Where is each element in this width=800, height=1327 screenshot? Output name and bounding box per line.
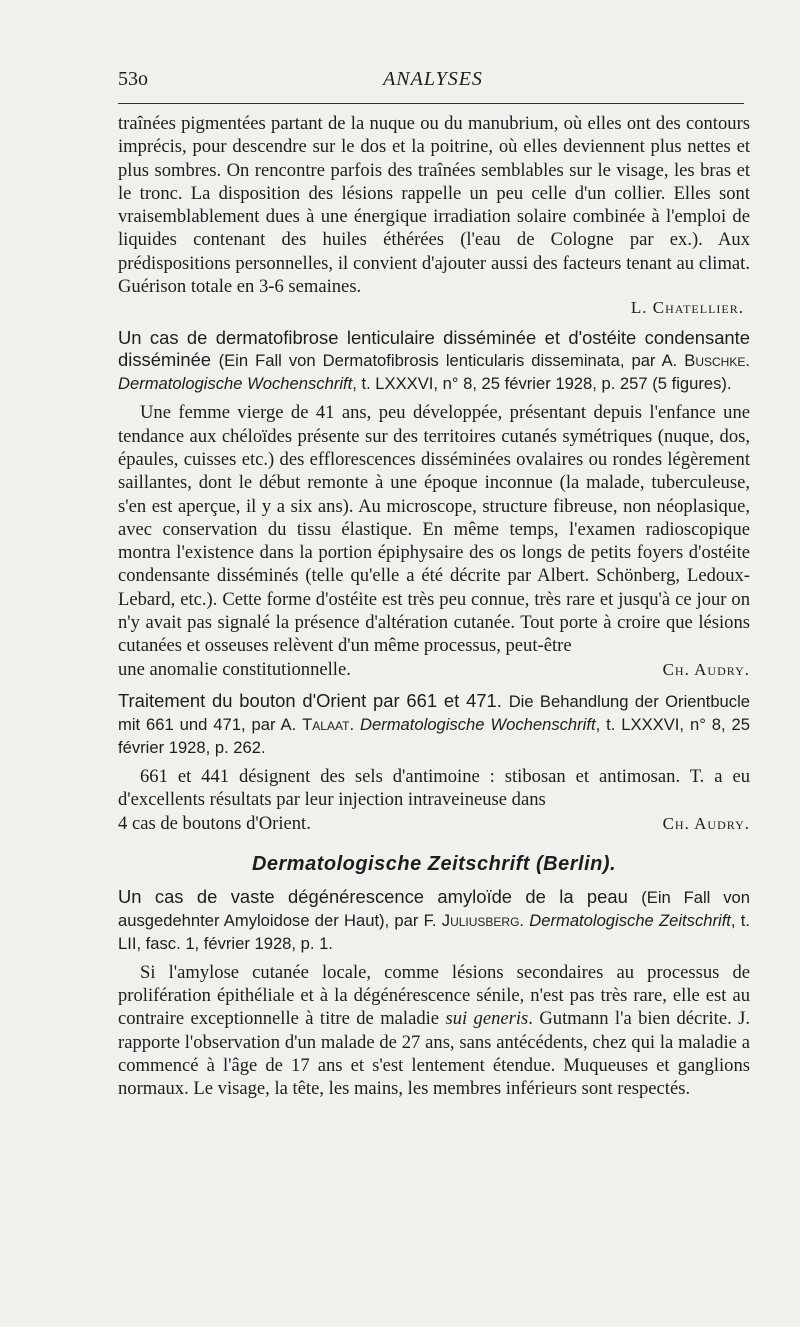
continued-paragraph: traînées pigmentées partant de la nuque ou du manubrium, où elles ont des contours imprécis, pour descendre sur le dos et la poitrine, où elles deviennent plus nettes et plus sombres. On rencontre parfois des traînées semblables sur le visage, les bras et le tronc. La disposition des lésions rappelle un peu celle d'un collier. Elles sont vraisemblablement dues à une énergique irradiation solaire combinée à l'emploi de liquides contenant des huiles éthérées (l'eau de Cologne par ex.). Aux prédispositions personnelles, il convient d'ajouter aussi des facteurs tenant au climat. Guérison totale en 3-6 semaines. (118, 113, 750, 298)
header-rule (118, 103, 744, 104)
section-title: Dermatologische Zeitschrift (Berlin). (251, 852, 617, 875)
article-heading: Un cas de vaste dégénérescence amyloïde de la peau (118, 885, 628, 907)
article-reference: Die Behandlung der Orientbucle mit 661 und 471, par A. Talaat. Dermatologische Wochenschrift, t. LXXXVI, n° 8, 25 février 1928, p. 262. (118, 691, 751, 757)
page-number: 53o (118, 68, 148, 90)
article-last-line: une anomalie constitutionnelle. Ch. Audry. (118, 658, 750, 680)
signature-audry: Ch. Audry. (662, 659, 750, 679)
page-header (118, 68, 748, 98)
article-paragraph: Une femme vierge de 41 ans, peu développée, présentant depuis l'enfance une tendance aux chéloïdes présente sur des territoires cutanés symétriques (nuque, dos, épaules, cuisses etc.) des efflorescences disséminées ovalaires ou rondes légèrement saillantes, dont le début remonte à une époque inconnue (la malade, tuberculeuse, s'en est aperçue, il y a six ans). Au microscope, structure fibreuse, non néoplasique, avec conservation du tissu élastique. En même temps, l'examen radioscopique montra l'existence dans la portion épiphysaire des os longs de petits foyers d'ostéite condensante disséminés (telle qu'elle a été décrite par Albert. Schönberg, Ledoux-Lebard, etc.). Cette forme d'ostéite est très peu connue, très rare et jusqu'à ce jour on n'y avait pas signalé la présence d'altération cutanée. Tout porte à croire que lésions cutanées et osseuses relèvent d'un même processus, peut-être (118, 402, 750, 657)
article-title-bouton-orient (118, 690, 750, 759)
article-reference: (Ein Fall von Dermatofibrosis lenticularis disseminata, par A. Buschke. Dermatologische Wochenschrift, t. LXXXVI, n° 8, 25 février 1928, p. 257 (5 figures). (118, 351, 750, 394)
page-body (118, 112, 750, 1101)
article-paragraph: Si l'amylose cutanée locale, comme lésions secondaires au processus de prolifération épithéliale et à la dégénérescence sénile, n'est pas très rare, elle est au contraire exceptionnelle à titre de maladie sui generis. Gutmann l'a bien décrite. J. rapporte l'observation d'un malade de 27 ans, sans antécédents, chez qui la maladie a commencé à l'âge de 17 ans et s'est lentement étendue. Muqueuses et ganglions normaux. Le visage, la tête, les mains, les membres inférieurs sont respectés. (118, 961, 751, 1100)
article-paragraph: 661 et 441 désignent des sels d'antimoine : stibosan et antimosan. T. a eu d'excellents résultats par leur injection intraveineuse dans (118, 765, 750, 811)
article-title-dermatofibrose (118, 327, 750, 395)
article-heading: Traitement du bouton d'Orient par 661 et 471. (118, 689, 502, 711)
running-title: ANALYSES (383, 68, 483, 90)
signature-audry: Ch. Audry. (662, 813, 750, 833)
article-heading: Un cas de dermatofibrose lenticulaire disséminée et d'ostéite condensante disséminée (118, 327, 750, 371)
article-title-amylose (118, 886, 750, 955)
article-reference: (Ein Fall von ausgedehnter Amyloidose der Haut), par F. Juliusberg. Dermatologische Zeitschrift, t. LII, fasc. 1, février 1928, p. 1. (118, 887, 750, 953)
article-last-line: 4 cas de boutons d'Orient. Ch. Audry. (118, 812, 750, 834)
signature-chatellier: L. Chatellier. (630, 298, 744, 318)
